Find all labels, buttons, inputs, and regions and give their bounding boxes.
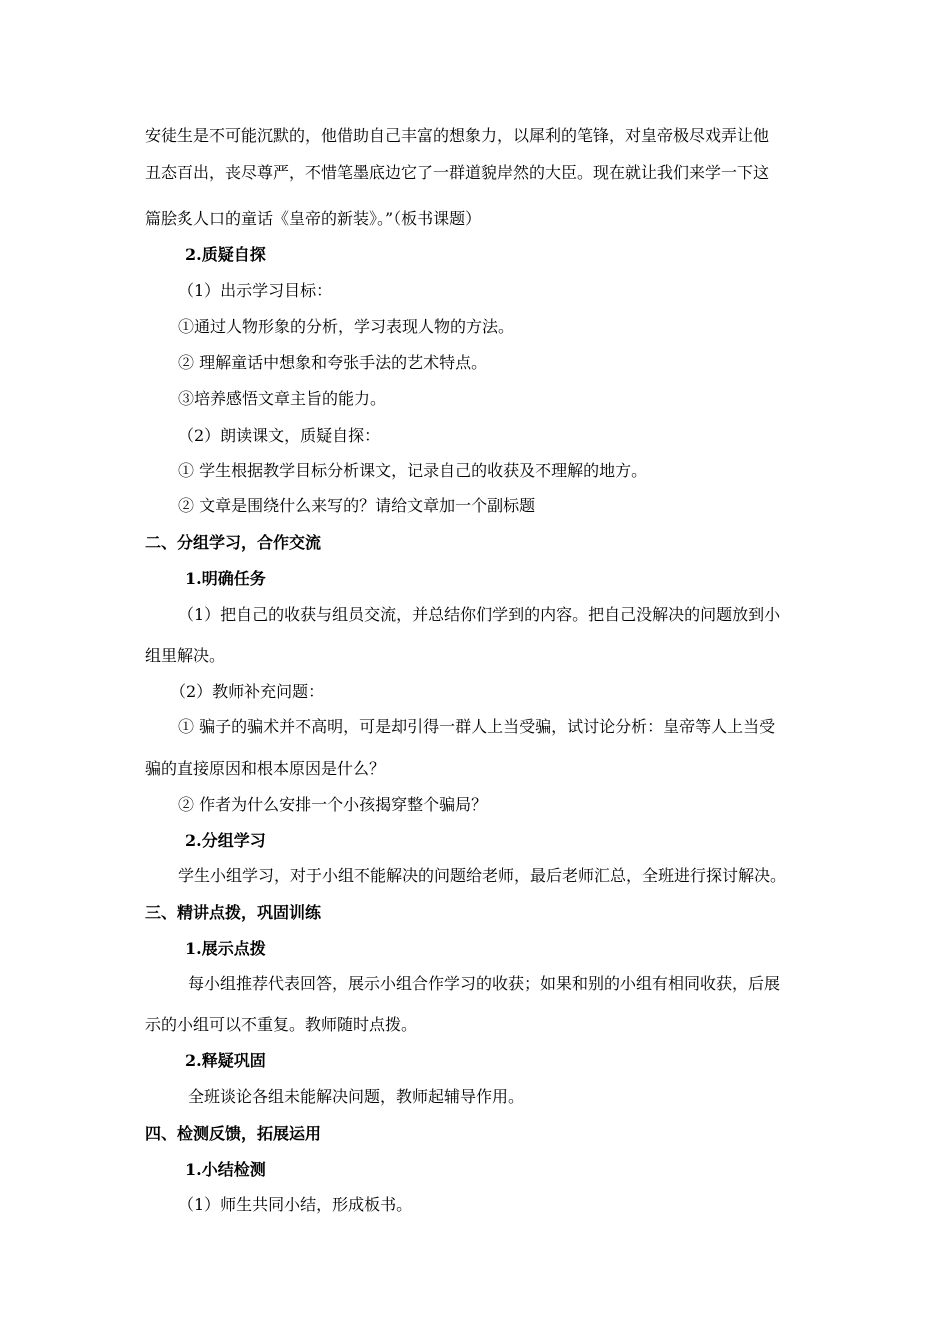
list-item: ② 理解童话中想象和夸张手法的艺术特点。 — [178, 353, 488, 372]
paragraph-line: 每小组推荐代表回答，展示小组合作学习的收获；如果和别的小组有相同收获，后展 — [188, 974, 781, 993]
subsection-heading: 2.分组学习 — [185, 831, 266, 850]
paragraph-line: （1）把自己的收获与组员交流，并总结你们学到的内容。把自己没解决的问题放到小 — [178, 605, 781, 624]
list-item: ② 文章是围绕什么来写的？请给文章加一个副标题 — [178, 496, 536, 515]
section-heading: 三、精讲点拨，巩固训练 — [145, 903, 322, 922]
list-item: ① 学生根据教学目标分析课文，记录自己的收获及不理解的地方。 — [178, 461, 648, 480]
paragraph-line: （2）教师补充问题： — [170, 682, 325, 701]
paragraph-line: 学生小组学习，对于小组不能解决的问题给老师，最后老师汇总，全班进行探讨解决。 — [178, 866, 787, 885]
paragraph-line: 篇脍炙人口的童话《皇帝的新装》。”（板书课题） — [145, 209, 482, 228]
paragraph-line: 全班谈论各组未能解决问题，教师起辅导作用。 — [188, 1087, 525, 1106]
paragraph-line: 骗的直接原因和根本原因是什么？ — [145, 759, 386, 778]
section-heading: 二、分组学习，合作交流 — [145, 533, 322, 552]
paragraph-line: （1）出示学习目标： — [178, 281, 333, 300]
subsection-heading: 1.明确任务 — [185, 569, 266, 588]
list-item: ① 骗子的骗术并不高明，可是却引得一群人上当受骗，试讨论分析：皇帝等人上当受 — [178, 717, 776, 736]
paragraph-line: 安徒生是不可能沉默的，他借助自己丰富的想象力，以犀利的笔锋，对皇帝极尽戏弄让他 — [145, 126, 770, 145]
list-item: ①通过人物形象的分析，学习表现人物的方法。 — [178, 317, 515, 336]
paragraph-line: （1）师生共同小结，形成板书。 — [178, 1195, 413, 1214]
section-heading: 四、检测反馈，拓展运用 — [145, 1124, 322, 1143]
paragraph-line: （2）朗读课文，质疑自探： — [178, 426, 381, 445]
list-item: ② 作者为什么安排一个小孩揭穿整个骗局？ — [178, 795, 488, 814]
paragraph-line: 示的小组可以不重复。教师随时点拨。 — [145, 1015, 418, 1034]
subsection-heading: 1.小结检测 — [185, 1160, 266, 1179]
list-item: ③培养感悟文章主旨的能力。 — [178, 389, 387, 408]
subsection-heading: 1.展示点拨 — [185, 939, 266, 958]
paragraph-line: 组里解决。 — [145, 646, 226, 665]
paragraph-line: 丑态百出，丧尽尊严，不惜笔墨底边它了一群道貌岸然的大臣。现在就让我们来学一下这 — [145, 163, 770, 182]
subsection-heading: 2.释疑巩固 — [185, 1051, 266, 1070]
subsection-heading: 2.质疑自探 — [185, 245, 266, 264]
